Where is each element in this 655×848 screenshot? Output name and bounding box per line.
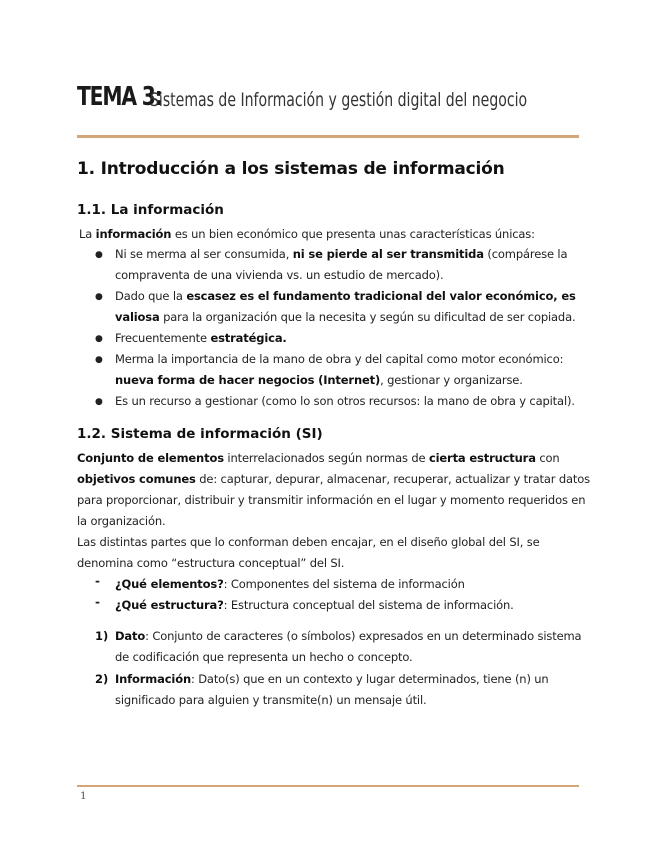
subsection-heading: 1.2. Sistema de información (SI) (77, 426, 323, 442)
bullet-item-continuation: valiosa para la organización que la necesita y según su dificultad de ser copiada. (115, 310, 576, 324)
bullet-item: Dado que la escasez es el fundamento tradicional del valor económico, es (115, 289, 576, 303)
intro-paragraph: La información es un bien económico que presenta unas características únicas: (79, 227, 535, 241)
paragraph-line: Las distintas partes que lo conforman deben encajar, en el diseño global del SI, se (77, 535, 540, 549)
bullet-item: Merma la importancia de la mano de obra y del capital como motor económico: (115, 352, 564, 366)
bullet-item: Frecuentemente estratégica. (115, 331, 287, 345)
section-heading: 1. Introducción a los sistemas de información (77, 159, 505, 179)
numbered-item: Dato: Conjunto de caracteres (o símbolos) expresados en un determinado sistema (115, 629, 582, 643)
bullet-item-continuation: nueva forma de hacer negocios (Internet), gestionar y organizarse. (115, 373, 523, 387)
numbered-item-continuation: de codificación que representa un hecho o concepto. (115, 650, 413, 664)
footer-rule (77, 785, 579, 787)
subsection-heading: 1.1. La información (77, 202, 224, 218)
document-title (77, 82, 528, 112)
numbered-item-continuation: significado para alguien y transmite(n) un mensaje útil. (115, 693, 427, 707)
number-marker: 2) (95, 672, 109, 686)
paragraph-line: la organización. (77, 514, 166, 528)
bullet-item: Ni se merma al ser consumida, ni se pierde al ser transmitida (compárese la (115, 247, 568, 261)
bullet-item-continuation: compraventa de una vivienda vs. un estudio de mercado). (115, 268, 444, 282)
bullet-marker: ● (95, 355, 103, 365)
paragraph-line: denomina como “estructura conceptual” del SI. (77, 556, 345, 570)
dash-item: ¿Qué estructura?: Estructura conceptual del sistema de información. (115, 598, 514, 612)
paragraph-line: para proporcionar, distribuir y transmitir información en el lugar y momento requeridos en (77, 493, 586, 507)
number-marker: 1) (95, 629, 109, 643)
paragraph-line: Conjunto de elementos interrelacionados según normas de cierta estructura con (77, 451, 560, 465)
bullet-marker: ● (95, 250, 103, 260)
numbered-item: Información: Dato(s) que en un contexto y lugar determinados, tiene (n) un (115, 672, 549, 686)
bullet-marker: ● (95, 397, 103, 407)
header-rule (77, 135, 579, 138)
bullet-item: Es un recurso a gestionar (como lo son otros recursos: la mano de obra y capital). (115, 394, 575, 408)
paragraph-line: objetivos comunes de: capturar, depurar, almacenar, recuperar, actualizar y tratar datos (77, 472, 590, 486)
title-prefix: TEMA 3: (77, 82, 162, 112)
dash-marker: - (95, 574, 100, 588)
title-text: Sistemas de Información y gestión digital del negocio (150, 89, 528, 111)
dash-item: ¿Qué elementos?: Componentes del sistema de información (115, 577, 465, 591)
page-number: 1 (80, 790, 87, 802)
dash-marker: - (95, 595, 100, 609)
bullet-marker: ● (95, 334, 103, 344)
bullet-marker: ● (95, 292, 103, 302)
